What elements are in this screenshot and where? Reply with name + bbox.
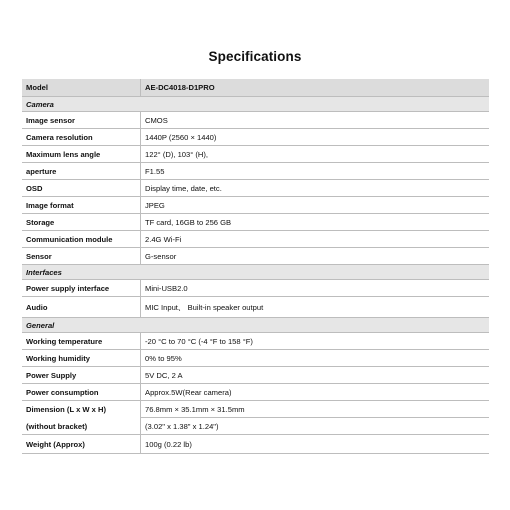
row-label: Dimension (L x W x H) <box>22 401 141 418</box>
section-general <box>22 318 489 333</box>
table-row <box>22 350 489 367</box>
table-row <box>22 180 489 197</box>
row-value: 1440P (2560 × 1440) <box>141 129 490 146</box>
section-title: General <box>22 318 489 333</box>
row-label: Power Supply <box>22 367 141 384</box>
table-row <box>22 163 489 180</box>
table-row <box>22 435 489 454</box>
table-row <box>22 280 489 297</box>
section-title: Interfaces <box>22 265 489 280</box>
row-label: Working temperature <box>22 333 141 350</box>
table-header-row <box>22 79 489 97</box>
table-row <box>22 418 489 435</box>
row-value: MIC Input、 Built-in speaker output <box>141 297 490 318</box>
table-row <box>22 129 489 146</box>
row-label: Communication module <box>22 231 141 248</box>
row-label: Audio <box>22 297 141 318</box>
row-value: 100g (0.22 lb) <box>141 435 490 454</box>
row-value: 5V DC, 2 A <box>141 367 490 384</box>
page-title: Specifications <box>208 49 302 64</box>
row-value: 76.8mm × 35.1mm × 31.5mm <box>141 401 490 418</box>
table-row <box>22 214 489 231</box>
row-value: JPEG <box>141 197 490 214</box>
row-value-continued: (3.02" x 1.38" x 1.24") <box>141 418 490 435</box>
section-title: Camera <box>22 97 489 112</box>
row-label: Camera resolution <box>22 129 141 146</box>
row-label: OSD <box>22 180 141 197</box>
table-row <box>22 112 489 129</box>
table-row <box>22 231 489 248</box>
row-label: Image sensor <box>22 112 141 129</box>
row-value: TF card, 16GB to 256 GB <box>141 214 490 231</box>
table-row <box>22 248 489 265</box>
row-label-continued: (without bracket) <box>22 418 141 435</box>
table-row <box>22 401 489 418</box>
row-value: 2.4G Wi-Fi <box>141 231 490 248</box>
row-value: F1.55 <box>141 163 490 180</box>
row-label: aperture <box>22 163 141 180</box>
row-label: Power supply interface <box>22 280 141 297</box>
row-label: Working humidity <box>22 350 141 367</box>
model-label: Model <box>22 79 141 97</box>
row-label: Image format <box>22 197 141 214</box>
row-value: 0% to 95% <box>141 350 490 367</box>
row-label: Power consumption <box>22 384 141 401</box>
table-row <box>22 384 489 401</box>
row-value: CMOS <box>141 112 490 129</box>
row-label: Weight (Approx) <box>22 435 141 454</box>
row-label: Sensor <box>22 248 141 265</box>
table-row <box>22 197 489 214</box>
model-value: AE-DC4018-D1PRO <box>141 79 490 97</box>
row-label: Storage <box>22 214 141 231</box>
row-value: -20 °C to 70 °C (-4 °F to 158 °F) <box>141 333 490 350</box>
row-value: G-sensor <box>141 248 490 265</box>
table-row <box>22 297 489 318</box>
specifications-table <box>22 79 489 454</box>
table-row <box>22 333 489 350</box>
row-value: Display time, date, etc. <box>141 180 490 197</box>
row-value: Approx.5W(Rear camera) <box>141 384 490 401</box>
row-label: Maximum lens angle <box>22 146 141 163</box>
row-value: 122° (D), 103° (H), <box>141 146 490 163</box>
row-value: Mini-USB2.0 <box>141 280 490 297</box>
table-row <box>22 367 489 384</box>
table-row <box>22 146 489 163</box>
section-camera <box>22 97 489 112</box>
section-interfaces <box>22 265 489 280</box>
